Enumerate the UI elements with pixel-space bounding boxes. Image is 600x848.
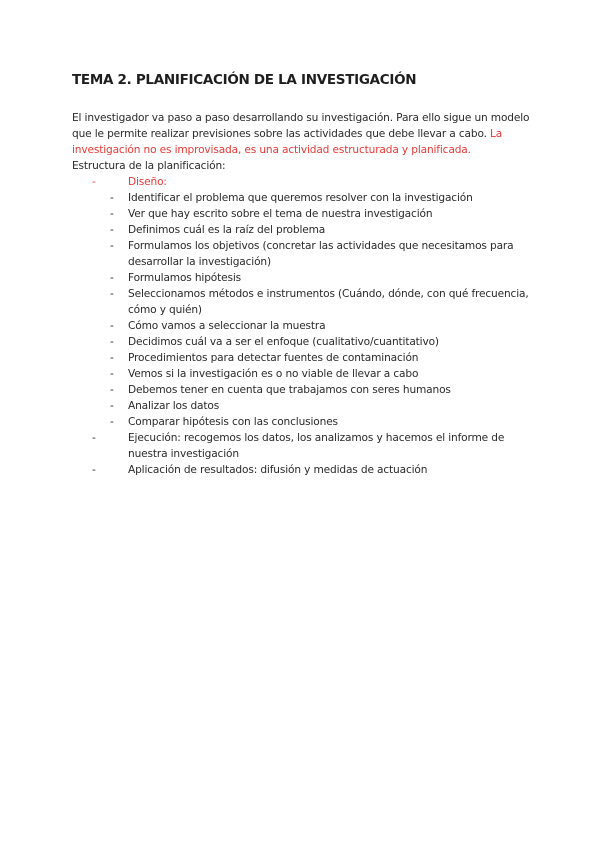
design-step-item [110,382,532,398]
bullet-dash: - [110,368,114,380]
bullet-dash: - [110,208,114,220]
design-step-item [110,366,532,382]
design-step-text: Decidimos cuál va a ser el enfoque (cualitativo/cuantitativo) [128,336,439,348]
design-step-item [110,334,532,350]
design-step-text: Formulamos los objetivos (concretar las actividades que necesitamos para desarrollar la investigación) [128,240,514,268]
bullet-dash: - [92,464,96,476]
design-step-item [110,350,532,366]
design-step-text: Comparar hipótesis con las conclusiones [128,416,338,428]
design-label: Diseño: [128,176,167,188]
design-step-item [110,270,532,286]
bullet-dash: - [110,240,114,252]
design-step-item [110,238,532,270]
design-steps-list [72,190,532,430]
bullet-dash: - [92,176,96,188]
list-item-execution [92,430,532,462]
design-step-item [110,398,532,414]
bullet-dash: - [110,400,114,412]
design-step-text: Procedimientos para detectar fuentes de contaminación [128,352,419,364]
design-step-item [110,222,532,238]
intro-paragraph [72,110,532,158]
structure-label: Estructura de la planificación: [72,160,226,172]
bullet-dash: - [110,384,114,396]
design-step-item [110,414,532,430]
bullet-dash: - [110,272,114,284]
design-step-item [110,318,532,334]
bullet-dash: - [110,320,114,332]
bullet-dash: - [110,416,114,428]
page-title: TEMA 2. PLANIFICACIÓN DE LA INVESTIGACIÓN [72,72,417,88]
design-step-item [110,190,532,206]
document-body [72,110,532,478]
design-step-text: Debemos tener en cuenta que trabajamos con seres humanos [128,384,451,396]
list-item-application [92,462,532,478]
design-step-text: Definimos cuál es la raíz del problema [128,224,326,236]
bullet-dash: - [110,352,114,364]
planning-list [72,174,532,478]
design-sublist-container [72,190,532,430]
bullet-dash: - [110,336,114,348]
intro-highlight: La investigación no es improvisada, es una actividad estructurada y planificada. [72,128,503,156]
bullet-dash: - [110,192,114,204]
design-step-text: Seleccionamos métodos e instrumentos (Cuándo, dónde, con qué frecuencia, cómo y quién) [128,288,529,316]
intro-text: El investigador va paso a paso desarrollando su investigación. Para ello sigue un modelo que le permite realizar previsiones sobre las actividades que debe llevar a cabo. [72,112,530,140]
design-step-text: Ver que hay escrito sobre el tema de nuestra investigación [128,208,433,220]
design-step-item [110,206,532,222]
design-step-text: Cómo vamos a seleccionar la muestra [128,320,326,332]
execution-text: Ejecución: recogemos los datos, los analizamos y hacemos el informe de nuestra investigación [128,432,505,460]
design-step-text: Vemos si la investigación es o no viable de llevar a cabo [128,368,419,380]
design-step-item [110,286,532,318]
bullet-dash: - [110,288,114,300]
list-item-design [92,174,532,190]
design-step-text: Formulamos hipótesis [128,272,242,284]
application-text: Aplicación de resultados: difusión y medidas de actuación [128,464,428,476]
design-step-text: Identificar el problema que queremos resolver con la investigación [128,192,473,204]
bullet-dash: - [92,432,96,444]
design-step-text: Analizar los datos [128,400,220,412]
bullet-dash: - [110,224,114,236]
